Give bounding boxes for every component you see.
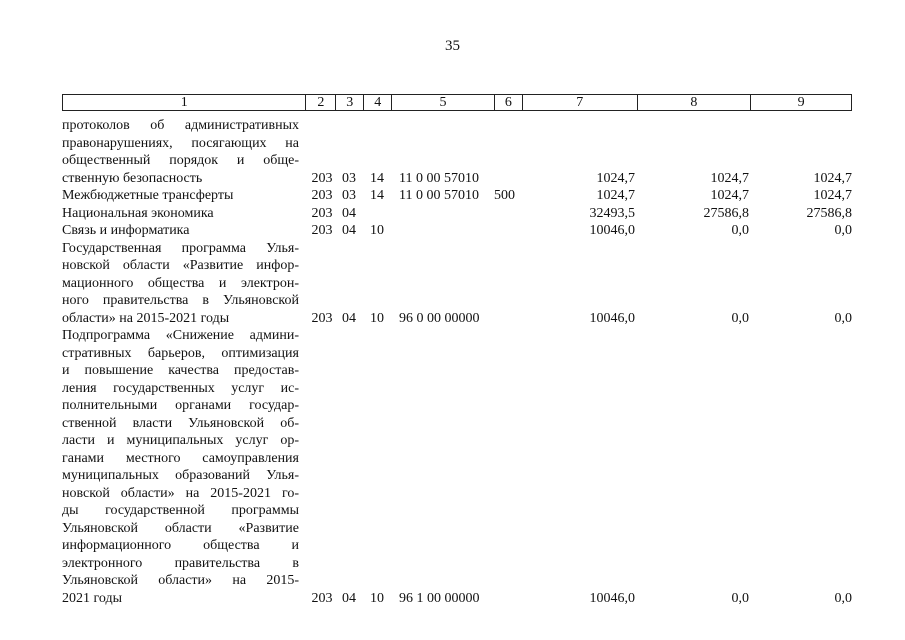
cell-col-8: 0,0 xyxy=(731,223,749,238)
cell-col-2: 203 xyxy=(311,205,333,221)
header-col-9: 9 xyxy=(750,95,851,110)
cell-col-3: 04 xyxy=(342,590,356,606)
cell-col-4: 10 xyxy=(370,590,384,606)
description-line: 2021 годы xyxy=(62,590,123,606)
cell-col-8: 1024,7 xyxy=(710,170,749,186)
cell-col-9: 27586,8 xyxy=(806,205,852,221)
description-line: протоколов об административных xyxy=(62,118,299,133)
cell-col-3: 04 xyxy=(342,205,356,221)
description-line: мационного общества и электрон- xyxy=(62,275,299,291)
description-line: ды государственной программы xyxy=(62,503,299,518)
cell-col-3: 04 xyxy=(342,310,356,326)
cell-col-8: 1024,7 xyxy=(710,188,749,203)
description-line: новской области» на 2015-2021 го- xyxy=(62,485,299,501)
cell-col-7: 10046,0 xyxy=(589,310,635,326)
cell-col-6: 500 xyxy=(494,188,515,203)
cell-col-4: 14 xyxy=(370,188,384,203)
cell-col-8: 27586,8 xyxy=(703,205,749,221)
page-number: 35 xyxy=(445,38,460,54)
row-description xyxy=(62,327,305,607)
row-description xyxy=(62,205,305,223)
description-line: Национальная экономика xyxy=(62,205,214,221)
description-line: Подпрограмма «Снижение админи- xyxy=(62,328,299,343)
cell-col-3: 03 xyxy=(342,188,356,203)
row-description xyxy=(62,240,305,328)
description-line: Связь и информатика xyxy=(62,223,190,238)
description-line: Государственная программа Улья- xyxy=(62,240,299,256)
cell-col-4: 10 xyxy=(370,310,384,326)
cell-col-9: 0,0 xyxy=(834,310,852,326)
description-line: ного правительства в Ульяновской xyxy=(62,293,299,308)
header-col-3: 3 xyxy=(335,95,363,110)
description-line: ганами местного самоуправления xyxy=(62,450,299,466)
table-row xyxy=(62,187,852,205)
cell-col-9: 1024,7 xyxy=(813,188,852,203)
description-line: Межбюджетные трансферты xyxy=(62,188,234,203)
cell-col-2: 203 xyxy=(311,170,333,186)
description-line: ласти и муниципальных услуг ор- xyxy=(62,433,299,448)
table-row xyxy=(62,117,852,187)
table-body xyxy=(62,117,852,607)
table-header-row xyxy=(62,94,852,111)
row-description xyxy=(62,222,305,240)
cell-col-5: 96 1 00 00000 xyxy=(399,590,480,606)
cell-col-4: 10 xyxy=(370,223,384,238)
cell-col-9: 0,0 xyxy=(834,590,852,606)
description-line: области» на 2015-2021 годы xyxy=(62,310,230,326)
cell-col-2: 203 xyxy=(311,188,333,203)
cell-col-2: 203 xyxy=(311,310,333,326)
table-row xyxy=(62,222,852,240)
cell-col-5: 11 0 00 57010 xyxy=(399,170,479,186)
description-line: правонарушениях, посягающих на xyxy=(62,135,299,151)
cell-col-7: 10046,0 xyxy=(589,223,635,238)
cell-col-4: 14 xyxy=(370,170,384,186)
header-col-8: 8 xyxy=(637,95,751,110)
cell-col-9: 0,0 xyxy=(834,223,852,238)
cell-col-3: 04 xyxy=(342,223,356,238)
description-line: ственной власти Ульяновской об- xyxy=(62,415,299,431)
cell-col-7: 1024,7 xyxy=(596,188,635,203)
cell-col-7: 32493,5 xyxy=(589,205,635,221)
description-line: электронного правительства в xyxy=(62,555,299,571)
cell-col-8: 0,0 xyxy=(731,310,749,326)
description-line: новской области «Развитие инфор- xyxy=(62,258,299,273)
table-row xyxy=(62,205,852,223)
header-col-4: 4 xyxy=(363,95,391,110)
header-col-1: 1 xyxy=(180,95,188,110)
description-line: информационного общества и xyxy=(62,538,299,553)
description-line: полнительными органами государ- xyxy=(62,398,299,413)
description-line: Ульяновской области» на 2015- xyxy=(62,573,299,588)
row-description xyxy=(62,117,305,187)
cell-col-3: 03 xyxy=(342,170,356,186)
cell-col-2: 203 xyxy=(311,223,333,238)
description-line: ления государственных услуг ис- xyxy=(62,380,299,396)
cell-col-9: 1024,7 xyxy=(813,170,852,186)
description-line: общественный порядок и обще- xyxy=(62,153,299,168)
header-col-5: 5 xyxy=(391,95,494,110)
cell-col-5: 11 0 00 57010 xyxy=(399,188,479,203)
description-line: Ульяновской области «Развитие xyxy=(62,520,299,536)
header-col-6: 6 xyxy=(494,95,522,110)
table-row xyxy=(62,240,852,328)
row-description xyxy=(62,187,305,205)
cell-col-2: 203 xyxy=(311,590,333,606)
table-row xyxy=(62,327,852,607)
cell-col-5: 96 0 00 00000 xyxy=(399,310,480,326)
cell-col-7: 1024,7 xyxy=(596,170,635,186)
header-col-7: 7 xyxy=(522,95,637,110)
description-line: ственную безопасность xyxy=(62,170,203,186)
cell-col-7: 10046,0 xyxy=(589,590,635,606)
description-line: стративных барьеров, оптимизация xyxy=(62,345,299,361)
header-col-2: 2 xyxy=(305,95,335,110)
description-line: и повышение качества предостав- xyxy=(62,363,299,378)
cell-col-8: 0,0 xyxy=(731,590,749,606)
description-line: муниципальных образований Улья- xyxy=(62,468,299,483)
